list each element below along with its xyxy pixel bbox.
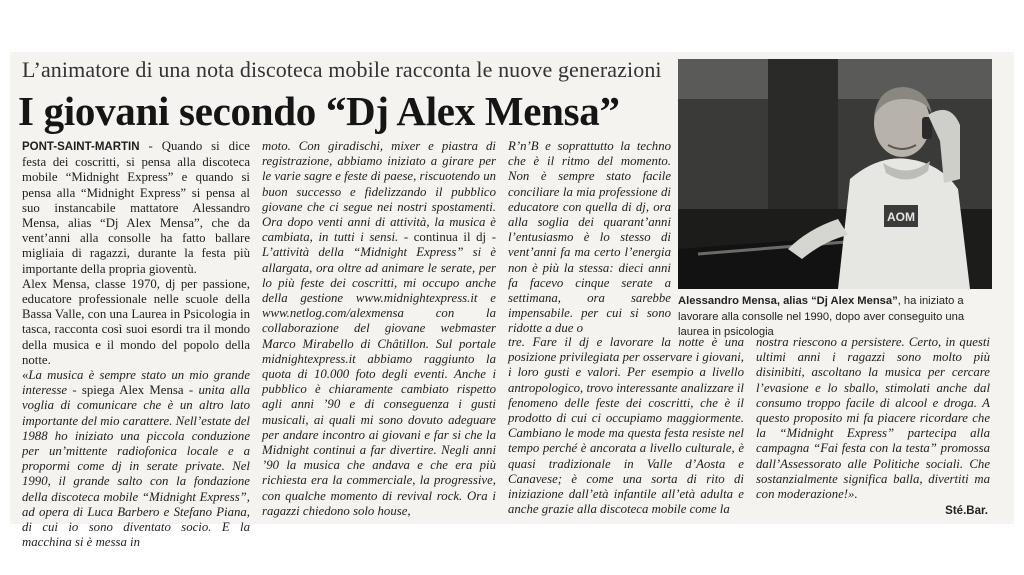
photo-caption (678, 294, 990, 341)
caption-name: Alessandro Mensa, alias “Dj Alex Mensa” (678, 295, 898, 307)
quote-text-1: La musica è sempre stato un mio grande interesse (22, 368, 250, 398)
article-column-3-top (508, 139, 671, 335)
dateline: PONT-SAINT-MARTIN (22, 141, 140, 153)
quote-text-4: L’attività della “Midnight Express” si è allargata, ora oltre ad animare le serate, per lo più feste dei coscritti, mi occupo anche della gestione www.midnightexpress.it e www.netlog.com/alexmensa con la collaborazione del giovane webmaster Marco Mirabello di Châtillon. Sul portale midnightexpress.it abbiamo raggiunto la quota di 10.000 foto degli eventi. Anche i pubblico è chiaramente cambiato rispetto agli anni ’90 e di conseguenza i gusti musicali, ai quali mi sono dovuto adeguare per andare incontro ai giovani e far si che la Midnight continui a far divertire. Negli anni ’90 la musica che andava e che era più richiesta era la commerciale, la progressive, con qualche momento di revival rock. Ora i ragazzi chiedono solo house, (262, 245, 496, 518)
quote-text-2: unita alla voglia di comunicare che è un altro lato importante del mio carattere. Nell’estate del 1988 ho iniziato una piccola conduzione per un’mittente radiofonica locale e a propormi come dj in serate private. Nel 1990, il grande salto con la fondazione della discoteca mobile “Midnight Express”, ad opera di Luca Barbero e Stefano Piana, di cui io sono diventato socio. E la macchina si è messa in (22, 383, 250, 550)
dj-photo (678, 59, 992, 289)
paragraph-bio: Alex Mensa, classe 1970, dj per passione, educatore professionale nelle scuole della Bassa Valle, con una Laurea in Psicologia in tasca, racconta così suoi esordi tra il mondo della musica e il mondo del popolo della notte. (22, 276, 250, 367)
quote-text-7: nostra riescono a persistere. Certo, in questi ultimi anni i ragazzi sono molto più disinibiti, ascoltano la musica per cercare l’evasione e lo sballo, stimolati anche dal consumo troppo facile di alcool e droga. A questo proposito mi fa piacere ricordare che la “Midnight Express” partecipa alla campagna “Fai festa con la testa” promossa dall’Assessorato alle Politiche sociali. Che sostanzialmente significa balla, divertiti ma con moderazione!». (756, 335, 990, 502)
article-column-1 (22, 139, 250, 550)
quote-text-5: R’n’B e soprattutto la techno che è il ritmo del momento. Non è sempre stato facile conciliare la mia professione di educatore con quella di dj, ora alla soglia dei quarant’anni l’entusiasmo è lo stesso di vent’anni fa ma certo l’energia non è più la stessa: dieci anni fa facevo cinque serate a settimana, ora sarebbe impensabile. per cui si sono ridotte a due o (508, 139, 671, 336)
quote-text-3: moto. Con giradischi, mixer e piastra di registrazione, abbiamo iniziato a girare per le varie sagre e feste di paese, riscuotendo un buon successo e fidelizzando il pubblico giovane che ci segue nei nostri spostamenti. Ora dopo venti anni di attività, la musica è cambiata, in tutti i sensi. (262, 139, 496, 245)
caption-text: , ha iniziato a lavorare alla consolle nel 1990, dopo aver conseguito una laurea in psicologia (678, 295, 965, 338)
quote-open: « (22, 368, 29, 383)
author-signature: Sté.Bar. (945, 505, 988, 517)
quote-attribution-2: - continua il dj - (398, 230, 496, 245)
article-kicker: L’animatore di una nota discoteca mobile racconta le nuove generazioni (22, 57, 662, 82)
quote-text-6: tre. Fare il dj e lavorare la notte è una posizione privilegiata per osservare i giovani, i loro gusti e valori. Per esempio a livello antropologico, trovo interessante analizzare il fenomeno delle feste dei coscritti, che è il prodotto di cui ci occupiamo maggiormente. Cambiano le mode ma questa festa resiste nel tempo perché è ancorata a livello culturale, è quasi tradizionale in Valle d’Aosta e Canavese; è come una sorta di rito di iniziazione dall’età infantile all’età adulta e anche grazie alla discoteca mobile come la (508, 335, 744, 517)
paragraph-intro: - Quando si dice festa dei coscritti, si pensa alla discoteca mobile “Midnight Express” e quando si pensa alla “Midnight Express” si pensa al suo instancabile mattatore Alessandro Mensa, alias “Dj Alex Mensa”, che da vent’anni alla consolle ha fatto ballare migliaia di ragazzi, durante la festa più importante della propria gioventù. (22, 139, 250, 276)
dj-photo-illustration (678, 59, 992, 289)
shirt-logo-text: AOM (887, 210, 915, 224)
article-headline: I giovani secondo “Dj Alex Mensa” (18, 88, 620, 134)
quote-attribution: - spiega Alex Mensa - (67, 383, 199, 398)
article-column-3-bottom (508, 335, 744, 525)
article-column-4 (756, 335, 990, 500)
article-column-2 (262, 139, 496, 525)
